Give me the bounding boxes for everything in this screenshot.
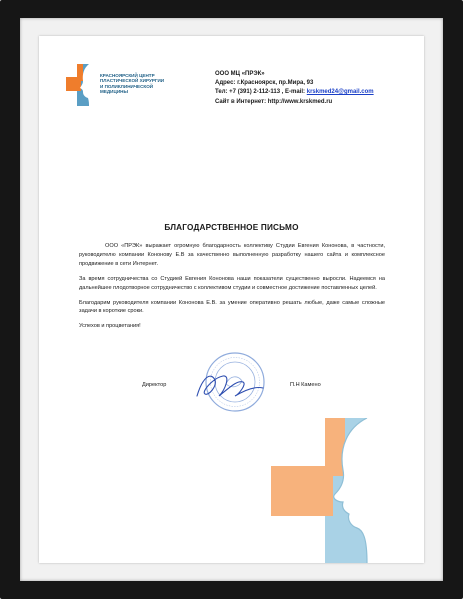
logo-line: И ПОЛИКЛИНИЧЕСКОЙ [100, 83, 154, 89]
letter-paragraph: Успехов и процветания! [79, 323, 141, 330]
company-website: Сайт в Интернет: http://www.krskmed.ru [215, 98, 333, 105]
email-link[interactable]: krskmed24@gmail.com [306, 89, 374, 96]
logo-line: МЕДИЦИНЫ [100, 89, 128, 95]
signature-role: Директор [142, 382, 167, 388]
letter-title: БЛАГОДАРСТВЕННОЕ ПИСЬМО [164, 223, 299, 232]
letter-paragraph: Благодарим руководителя компании Кононова Е.В. за умение оперативно решать любые, даже самые сложные задачи в короткие сроки. [79, 299, 385, 315]
phone-label: Тел: +7 (391) 2-112-113 , E-mail: [215, 89, 307, 96]
clinic-logo [66, 62, 201, 108]
watermark-cross-icon [271, 418, 421, 563]
company-name: ООО МЦ «ПРЭК» [215, 71, 265, 77]
clinic-logo-icon [66, 62, 100, 108]
letter-body [79, 242, 385, 337]
signature-name: П.Н Камено [290, 382, 321, 388]
letterhead-contacts [215, 70, 415, 107]
letter-paragraph: ООО «ПРЭК» выражает огромную благодарность коллективу Студии Евгения Кононова, в частности, руководителю компании Кононову Е.В за качественно выполненную разработку нашего сайта и комплексное продвижение в сети Интернет. [79, 243, 385, 267]
logo-line: ПЛАСТИЧЕСКОЙ ХИРУРГИИ [100, 78, 165, 84]
logo-caption [100, 73, 200, 95]
company-phone-email [215, 88, 415, 97]
letter-page [39, 36, 424, 563]
company-address: Адрес: г.Красноярск, пр.Мира, 93 [215, 80, 314, 87]
signature-icon [189, 366, 269, 406]
logo-line: КРАСНОЯРСКИЙ ЦЕНТР [100, 73, 155, 78]
letter-paragraph: За время сотрудничества со Студией Евгения Кононова наши показатели существенно выросли. Надеемся на дальнейшее плодотворное сотрудничество с коллективом студии и совместное достижение поставленных целей. [79, 275, 385, 291]
